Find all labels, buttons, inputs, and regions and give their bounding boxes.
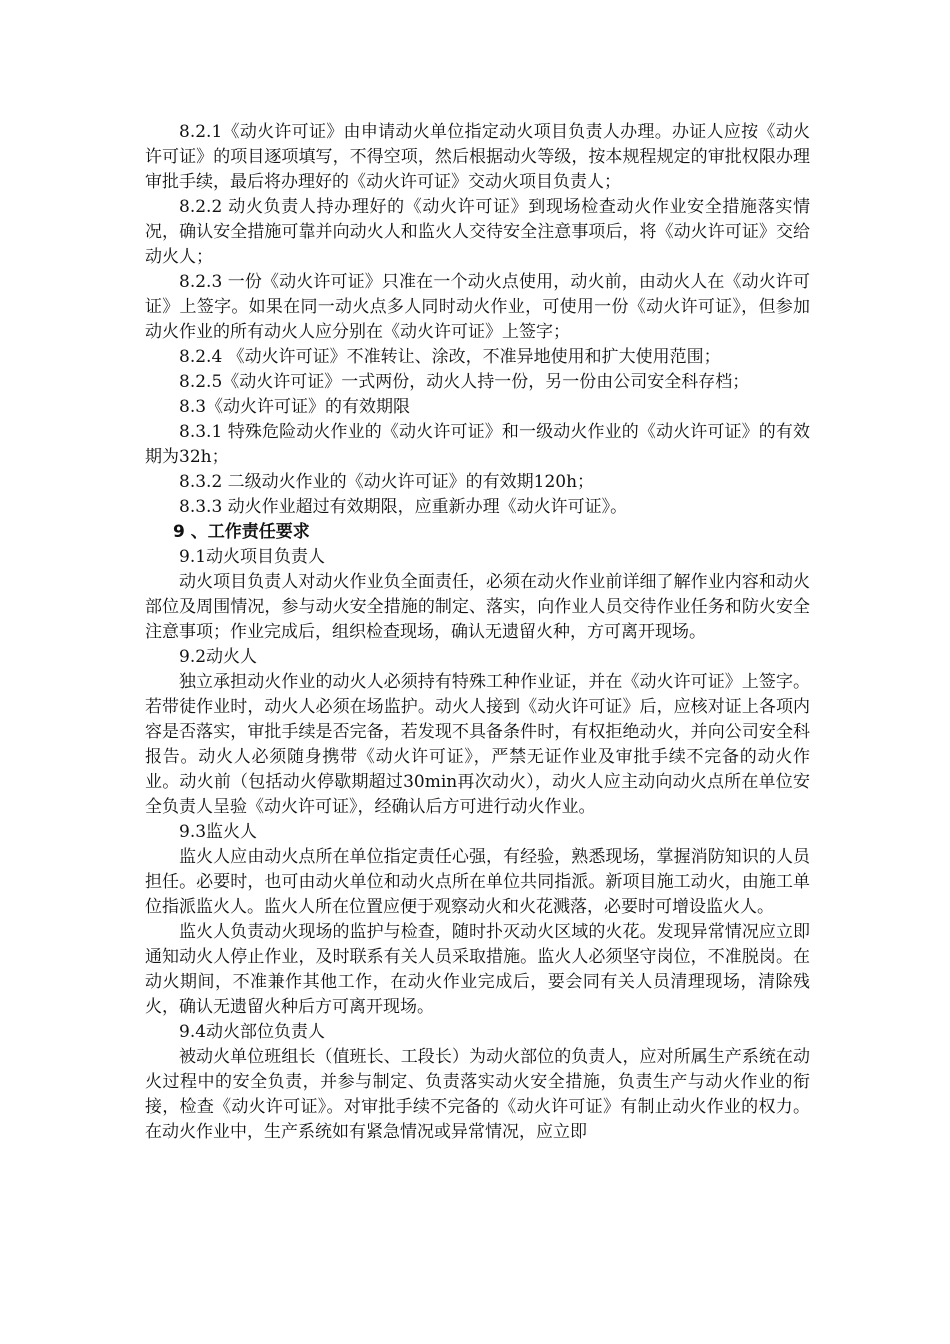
paragraph-8-3-1: 8.3.1 特殊危险动火作业的《动火许可证》和一级动火作业的《动火许可证》的有效期为32h；	[145, 422, 810, 467]
subheading-9-4: 9.4动火部位负责人	[179, 1022, 326, 1042]
subheading-9-1: 9.1动火项目负责人	[179, 547, 326, 567]
paragraph-9-1-body: 动火项目负责人对动火作业负全面责任，必须在动火作业前详细了解作业内容和动火部位及周围情况，参与动火安全措施的制定、落实，向作业人员交待作业任务和防火安全注意事项；作业完成后，组织检查现场，确认无遗留火种，方可离开现场。	[145, 572, 810, 642]
paragraph-8-3-title: 8.3《动火许可证》的有效期限	[179, 397, 411, 417]
subheading-9-3: 9.3监火人	[179, 822, 258, 842]
paragraph-8-2-2: 8.2.2 动火负责人持办理好的《动火许可证》到现场检查动火作业安全措施落实情况，确认安全措施可靠并向动火人和监火人交待安全注意事项后，将《动火许可证》交给动火人；	[145, 197, 810, 267]
document-page	[145, 120, 810, 1145]
paragraph-8-2-1: 8.2.1《动火许可证》由申请动火单位指定动火项目负责人办理。办证人应按《动火许可证》的项目逐项填写，不得空项，然后根据动火等级，按本规程规定的审批权限办理审批手续，最后将办理好的《动火许可证》交动火项目负责人；	[145, 122, 810, 192]
paragraph-8-3-3: 8.3.3 动火作业超过有效期限，应重新办理《动火许可证》。	[179, 497, 628, 517]
paragraph-9-2-body: 独立承担动火作业的动火人必须持有特殊工种作业证，并在《动火许可证》上签字。若带徒作业时，动火人必须在场监护。动火人接到《动火许可证》后，应核对证上各项内容是否落实，审批手续是否完备，若发现不具备条件时，有权拒绝动火，并向公司安全科报告。动火人必须随身携带《动火许可证》，严禁无证作业及审批手续不完备的动火作业。动火前（包括动火停歇期超过30min再次动火），动火人应主动向动火点所在单位安全负责人呈验《动火许可证》，经确认后方可进行动火作业。	[145, 672, 810, 817]
paragraph-8-3-2: 8.3.2 二级动火作业的《动火许可证》的有效期120h；	[179, 472, 595, 492]
paragraph-9-3-body-1: 监火人应由动火点所在单位指定责任心强，有经验，熟悉现场，掌握消防知识的人员担任。必要时，也可由动火单位和动火点所在单位共同指派。新项目施工动火，由施工单位指派监火人。监火人所在位置应便于观察动火和火花溅落，必要时可增设监火人。	[145, 847, 810, 917]
paragraph-9-4-body: 被动火单位班组长（值班长、工段长）为动火部位的负责人，应对所属生产系统在动火过程中的安全负责，并参与制定、负责落实动火安全措施，负责生产与动火作业的衔接，检查《动火许可证》。对审批手续不完备的《动火许可证》有制止动火作业的权力。在动火作业中，生产系统如有紧急情况或异常情况，应立即	[145, 1047, 810, 1142]
subheading-9-2: 9.2动火人	[179, 647, 258, 667]
paragraph-8-2-4: 8.2.4 《动火许可证》不准转让、涂改，不准异地使用和扩大使用范围；	[179, 347, 721, 367]
section-heading-9: 9 、工作责任要求	[173, 522, 310, 542]
paragraph-8-2-3: 8.2.3 一份《动火许可证》只准在一个动火点使用，动火前，由动火人在《动火许可证》上签字。如果在同一动火点多人同时动火作业，可使用一份《动火许可证》，但参加动火作业的所有动火人应分别在《动火许可证》上签字；	[145, 272, 810, 342]
paragraph-8-2-5: 8.2.5《动火许可证》一式两份，动火人持一份，另一份由公司安全科存档；	[179, 372, 750, 392]
paragraph-9-3-body-2: 监火人负责动火现场的监护与检查，随时扑灭动火区域的火花。发现异常情况应立即通知动火人停止作业，及时联系有关人员采取措施。监火人必须坚守岗位，不准脱岗。在动火期间，不准兼作其他工作，在动火作业完成后，要会同有关人员清理现场，清除残火，确认无遗留火种后方可离开现场。	[145, 922, 810, 1017]
